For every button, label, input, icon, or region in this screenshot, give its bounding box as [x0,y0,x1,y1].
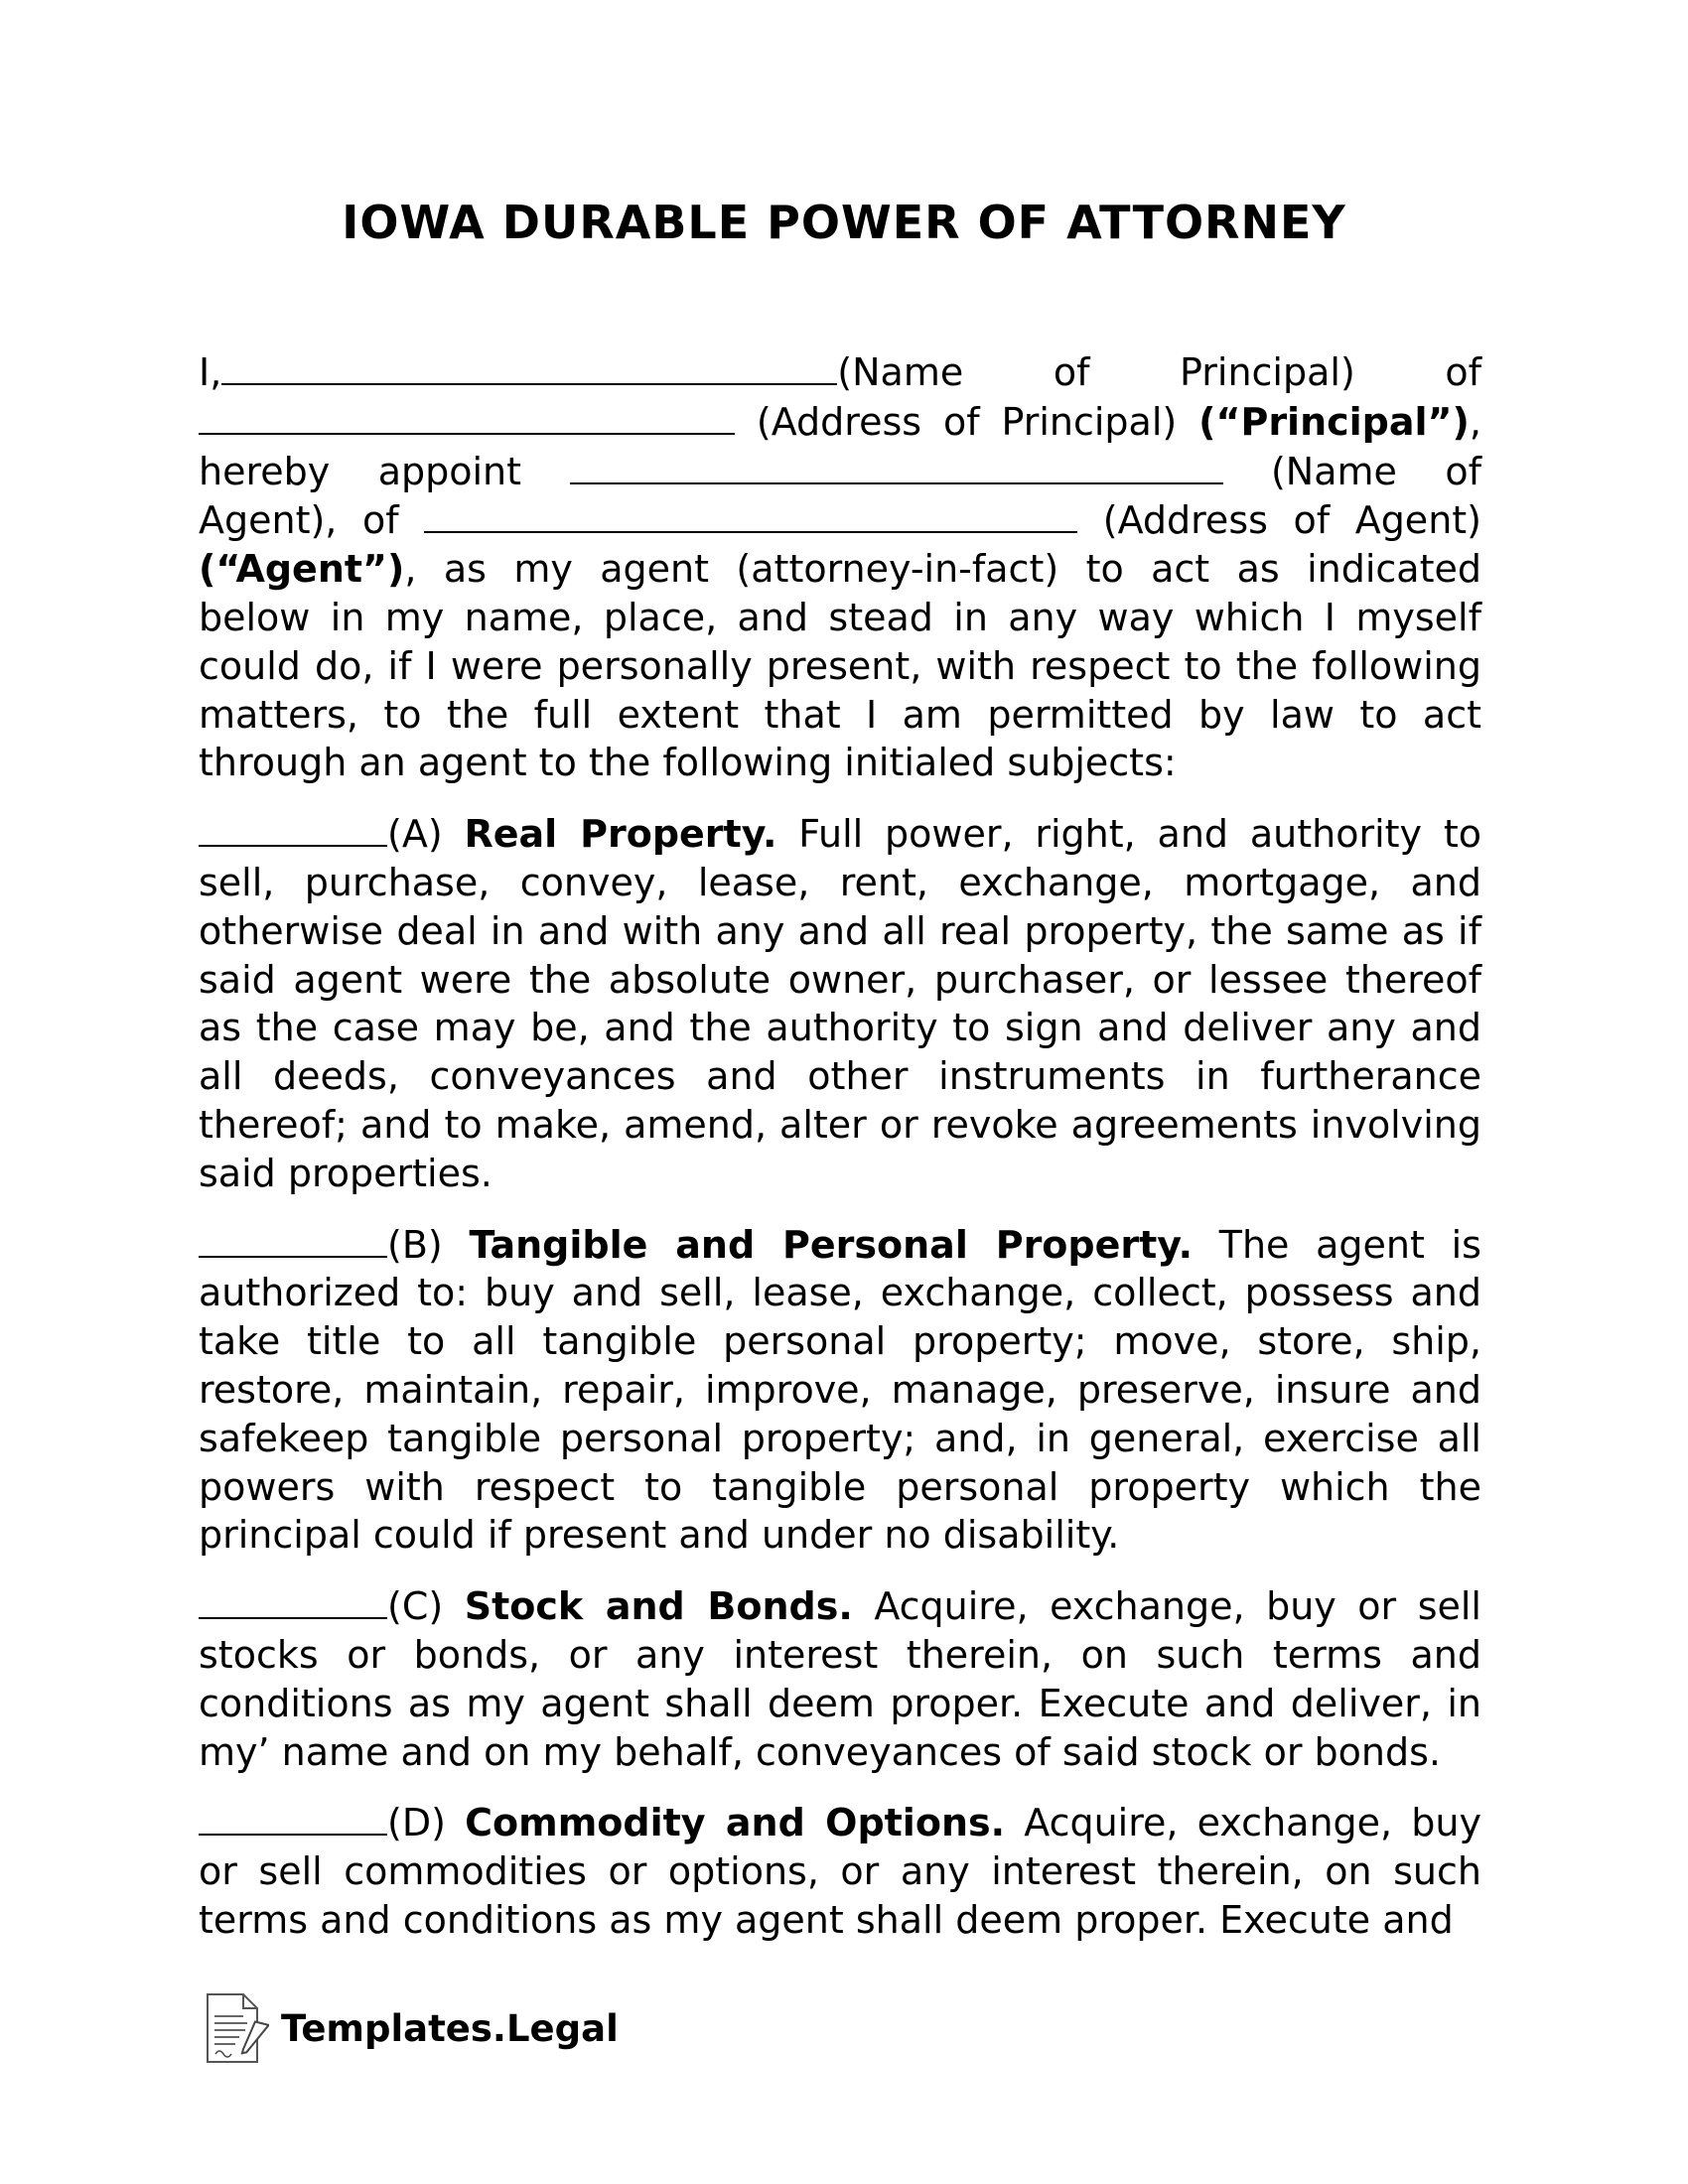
brand-name: Templates.Legal [281,2006,619,2050]
footer-logo[interactable] [204,1992,619,2064]
section-c [199,1581,1481,1776]
address-of-principal-label: (Address of Principal) [735,399,1199,444]
address-of-agent-label: (Address of Agent) [1077,498,1481,543]
section-text: The agent is authorized to: buy and sell, lease, exchange, collect, possess and take title to all tangible personal property; move, store, ship, restore, maintain, repair, improve, manage, preserve, insure and safekeep tangible personal property; and, in general, exercise all powers with respect to tangible personal property which the principal could if present and under no disability. [199,1222,1481,1558]
initial-blank-b[interactable] [199,1220,387,1258]
section-heading: Stock and Bonds. [464,1584,853,1629]
document-body [199,347,1481,1967]
section-a [199,809,1481,1197]
principal-name-blank[interactable] [221,347,837,385]
section-letter: (B) [387,1222,470,1267]
section-heading: Real Property. [464,812,777,857]
document-pen-icon [204,1992,269,2064]
document-title: IOWA DURABLE POWER OF ATTORNEY [342,196,1346,249]
section-b [199,1220,1481,1561]
section-letter: (C) [387,1584,465,1629]
section-letter: (D) [387,1801,466,1845]
section-heading: Tangible and Personal Property. [469,1222,1194,1267]
initial-blank-a[interactable] [199,809,387,847]
intro-body-text: , as my agent (attorney-in-fact) to act as indicated below in my name, place, and stead in any way which I myself could do, if I were personally present, with respect to the following matters, to the full extent that I am permitted by law to act through an agent to the following initialed subjects: [199,547,1481,785]
section-d [199,1798,1481,1944]
agent-definition: (“Agent”) [199,547,405,592]
name-of-agent-label: (Name of Agent), of [199,449,1481,543]
section-text: Acquire, exchange, buy or sell stocks or bonds, or any interest therein, on such terms and conditions as my agent shall deem proper. Execute and deliver, in my’ name and on my behalf, conveyances of said stock or bonds. [199,1584,1481,1774]
name-of-principal-label: (Name of Principal) of [837,350,1481,394]
initial-blank-d[interactable] [199,1798,387,1836]
principal-definition: (“Principal”) [1198,399,1470,444]
hereby-appoint-label: hereby appoint [199,449,570,493]
section-text: Acquire, exchange, buy or sell commodities or options, or any interest therein, on such terms and conditions as my agent shall deem proper. Execute and [199,1801,1481,1942]
agent-name-blank[interactable] [570,447,1223,484]
i-label: I, [199,350,222,394]
section-text: Full power, right, and authority to sell, purchase, convey, lease, rent, exchange, mortgage, and otherwise deal in and with any and all real property, the same as if said agent were the absolute owner, purchaser, or lessee thereof as the case may be, and the authority to sign and deliver any and all deeds, conveyances and other instruments in furtherance thereof; and to make, amend, alter or revoke agreements involving said properties. [199,812,1481,1195]
principal-address-blank[interactable] [199,397,735,435]
agent-address-blank[interactable] [424,495,1077,533]
comma: , [1469,399,1481,444]
initial-blank-c[interactable] [199,1581,387,1619]
section-letter: (A) [387,812,465,857]
section-heading: Commodity and Options. [465,1801,1006,1845]
intro-paragraph [199,347,1481,787]
